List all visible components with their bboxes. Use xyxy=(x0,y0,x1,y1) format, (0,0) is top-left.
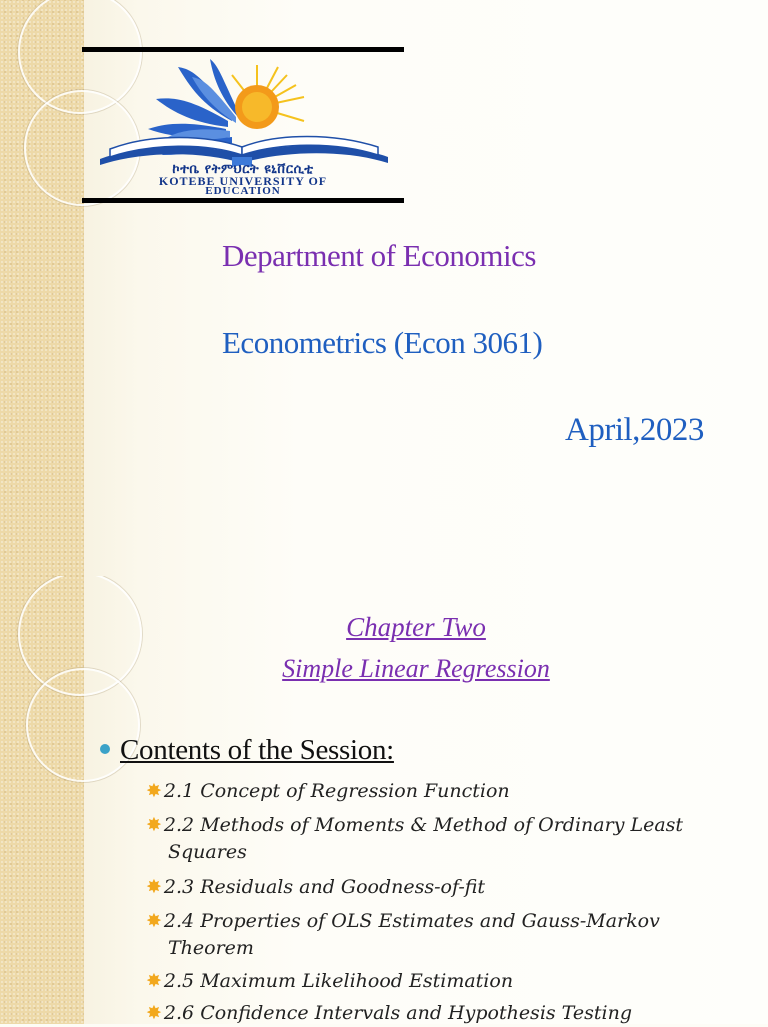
list-item xyxy=(146,778,706,805)
item-text: Maximum Likelihood Estimation xyxy=(200,970,514,992)
item-number: 2.5 xyxy=(163,970,195,992)
list-item xyxy=(146,1000,706,1027)
item-text: Confidence Intervals and Hypothesis Testing xyxy=(200,1002,632,1024)
item-text: Residuals and Goodness-of-fit xyxy=(200,876,486,898)
item-number: 2.3 xyxy=(163,876,195,898)
item-text: Methods of Moments & Method of Ordinary Least xyxy=(200,814,684,836)
item-number: 2.1 xyxy=(163,780,195,802)
item-text: Properties of OLS Estimates and Gauss-Markov xyxy=(200,910,660,932)
date-text: April,2023 xyxy=(565,412,704,448)
item-text: Concept of Regression Function xyxy=(200,780,510,802)
star-bullet-icon: ✸ xyxy=(146,1002,162,1024)
list-item xyxy=(146,968,706,995)
list-item xyxy=(146,908,706,962)
university-logo xyxy=(82,47,404,205)
contents-heading xyxy=(100,734,394,767)
star-bullet-icon: ✸ xyxy=(146,910,162,932)
item-text-continued: Theorem xyxy=(168,937,254,959)
star-bullet-icon: ✸ xyxy=(146,780,162,802)
star-bullet-icon: ✸ xyxy=(146,814,162,836)
star-bullet-icon: ✸ xyxy=(146,970,162,992)
department-title: Department of Economics xyxy=(222,238,536,273)
logo-bottom-bar xyxy=(82,198,404,203)
item-number: 2.4 xyxy=(163,910,195,932)
list-item xyxy=(146,812,706,866)
logo-english-line2: EDUCATION xyxy=(205,185,281,197)
item-text-continued: Squares xyxy=(168,841,247,863)
logo-amharic-text: ኮተቤ የትምህርት ዩኒቨርሲቲ xyxy=(172,162,314,177)
chapter-title: Chapter Two xyxy=(346,612,486,642)
item-number: 2.2 xyxy=(163,814,195,836)
course-title: Econometrics (Econ 3061) xyxy=(222,325,543,360)
star-bullet-icon: ✸ xyxy=(146,876,162,898)
list-item xyxy=(146,874,706,901)
chapter-subtitle: Simple Linear Regression xyxy=(282,654,550,683)
logo-english-line1: KOTEBE UNIVERSITY OF xyxy=(158,174,328,188)
item-number: 2.6 xyxy=(163,1002,195,1024)
contents-heading-label: Contents of the Session: xyxy=(120,734,394,766)
bullet-dot-icon xyxy=(100,744,110,754)
